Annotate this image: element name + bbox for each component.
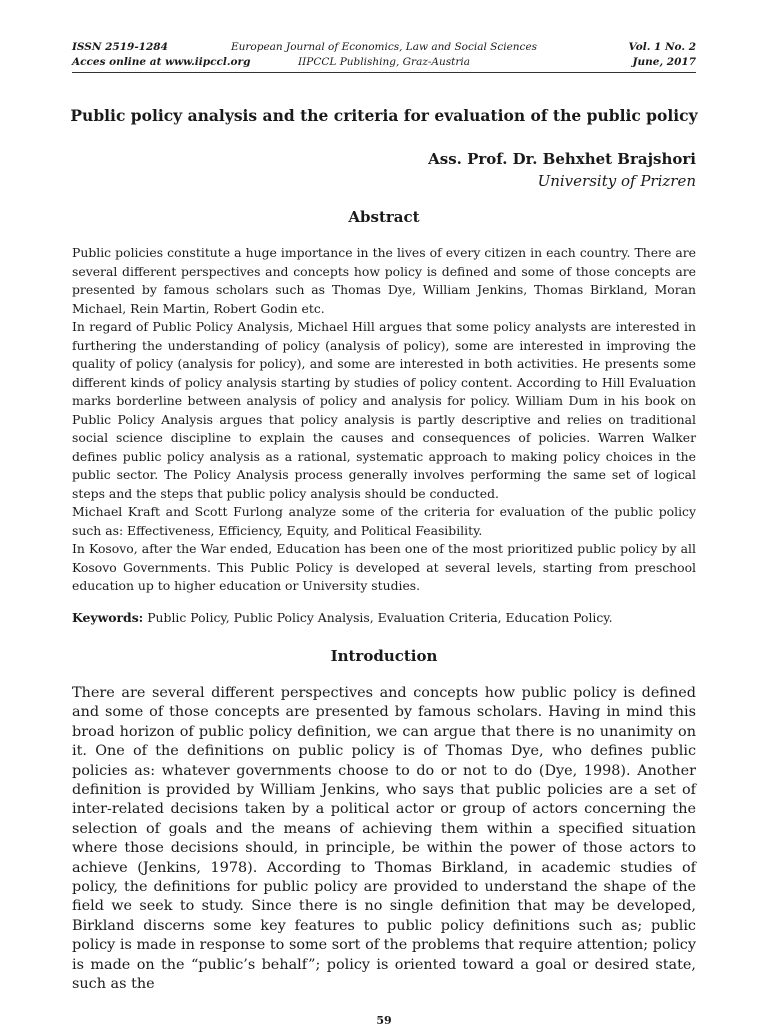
keywords xyxy=(72,609,696,628)
abstract-paragraph: Michael Kraft and Scott Furlong analyze some of the criteria for evaluation of the public policy such as: Effectiveness, Efficiency, Equity, and Political Feasibility. xyxy=(72,504,696,538)
access-url: Acces online at www.iipccl.org xyxy=(72,56,251,68)
issue-date: June, 2017 xyxy=(632,56,696,68)
introduction-paragraph: There are several different perspectives and concepts how public policy is defined and some of those concepts are presented by famous scholars. Having in mind this broad horizon of public policy definition, we can argue that there is no unanimity on it. One of the definitions on public policy is of Thomas Dye, who defines public policies as: whatever governments choose to do or not to do (Dye, 1998). Another definition is provided by William Jenkins, who says that public policies are a set of inter-related decisions taken by a political actor or group of actors concerning the selection of goals and the means of achieving them within a specified situation where those decisions should, in principle, be within the power of those actors to achieve (Jenkins, 1978). According to Thomas Birkland, in academic studies of policy, the definitions for public policy are provided to understand the shape of the field we seek to study. Since there is no single definition that may be developed, Birkland discerns some key features to public policy definitions such as; public policy is made in response to some sort of the problems that require attention; policy is made on the “public’s behalf”; policy is oriented toward a goal or desired state, such as the xyxy=(72,685,696,993)
author-name: Ass. Prof. Dr. Behxhet Brajshori xyxy=(428,150,696,168)
page-number: 59 xyxy=(376,1014,392,1027)
running-header xyxy=(72,40,696,73)
keywords-text: Public Policy, Public Policy Analysis, Evaluation Criteria, Education Policy. xyxy=(143,610,613,625)
author-block xyxy=(428,148,696,192)
abstract-paragraph: Public policies constitute a huge importance in the lives of every citizen in each country. There are several different perspectives and concepts how policy is defined and some of those concepts are presented by famous scholars such as Thomas Dye, William Jenkins, Thomas Birkland, Moran Michael, Rein Martin, Robert Godin etc. xyxy=(72,245,696,316)
header-right xyxy=(629,40,696,70)
abstract-body xyxy=(72,244,696,596)
journal-name: European Journal of Economics, Law and Social Sciences xyxy=(230,41,538,53)
issn: ISSN 2519-1284 xyxy=(72,41,168,53)
keywords-label: Keywords: xyxy=(72,610,144,625)
paper-title: Public policy analysis and the criteria for evaluation of the public policy xyxy=(70,106,698,125)
abstract-heading: Abstract xyxy=(348,208,420,226)
abstract-paragraph: In Kosovo, after the War ended, Education has been one of the most prioritized public policy by all Kosovo Governments. This Public Policy is developed at several levels, starting from preschool education up to higher education or University studies. xyxy=(72,541,696,593)
introduction-body xyxy=(72,684,696,995)
publisher: IIPCCL Publishing, Graz-Austria xyxy=(297,56,470,68)
volume: Vol. 1 No. 2 xyxy=(628,41,696,53)
abstract-paragraph: In regard of Public Policy Analysis, Michael Hill argues that some policy analysts are interested in furthering the understanding of policy (analysis of policy), some are interested in improving the quality of policy (analysis for policy), and some are interested in both activities. He presents some different kinds of policy analysis starting by studies of policy content. According to Hill Evaluation marks borderline between analysis of policy and analysis for policy. William Dum in his book on Public Policy Analysis argues that policy analysis is partly descriptive and relies on traditional social science discipline to explain the causes and consequences of policies. Warren Walker defines public policy analysis as a rational, systematic approach to making policy choices in the public sector. The Policy Analysis process generally involves performing the same set of logical steps and the steps that public policy analysis should be conducted. xyxy=(72,319,696,501)
author-affiliation: University of Prizren xyxy=(537,172,696,190)
introduction-heading: Introduction xyxy=(330,647,438,665)
header-center xyxy=(72,40,696,70)
